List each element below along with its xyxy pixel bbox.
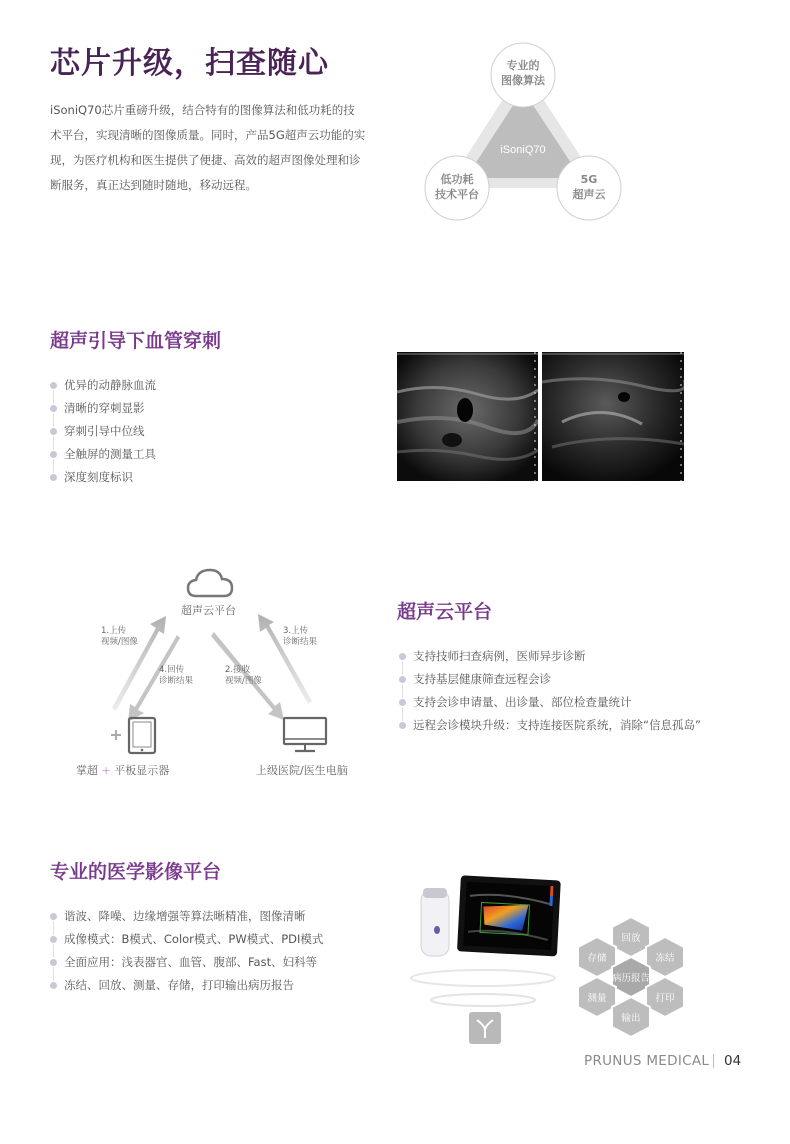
cloud-icon xyxy=(186,566,234,600)
arrow1-label-line1: 1.上传 xyxy=(101,626,127,636)
node-right-line2: 超声云 xyxy=(572,188,606,201)
section-title-cloud: 超声云平台 xyxy=(397,601,493,623)
tablet-device xyxy=(457,875,561,956)
arrow3-label xyxy=(283,626,317,648)
triangle-center-label: iSoniQ70 xyxy=(500,144,546,156)
hex-label-freeze: 冻结 xyxy=(655,953,675,964)
list-item: 全触屏的测量工具 xyxy=(50,443,156,466)
imaging-feature-list xyxy=(50,905,323,997)
label-handheld: 掌超 xyxy=(76,764,98,777)
label-tablet-display: 平板显示器 xyxy=(114,764,170,777)
hex-label-playback: 回放 xyxy=(621,933,641,944)
list-item: 优异的动静脉血流 xyxy=(50,374,156,397)
handheld-probe xyxy=(421,888,449,956)
arrow4-label-line1: 4.回传 xyxy=(159,665,185,675)
label-plus: + xyxy=(101,764,111,777)
arrow3-label-line1: 3.上传 xyxy=(283,626,309,636)
list-item: 支持基层健康筛查远程会诊 xyxy=(399,668,701,691)
tablet-icon xyxy=(108,716,160,756)
feature-triangle-diagram xyxy=(416,38,631,228)
arrow1-label-line2: 视频/图像 xyxy=(101,637,138,647)
hex-label-output: 输出 xyxy=(621,1013,641,1024)
hex-label-print: 打印 xyxy=(655,993,675,1004)
handheld-tablet-label xyxy=(76,762,169,778)
computer-monitor-icon xyxy=(282,716,328,756)
puncture-feature-list xyxy=(50,374,156,489)
node-left-line1: 低功耗 xyxy=(440,173,474,186)
hex-label-medical-report: 病历报告 xyxy=(611,973,651,984)
footer-divider xyxy=(713,1054,714,1068)
page-number: 04 xyxy=(724,1053,742,1069)
node-top-line1: 专业的 xyxy=(506,59,540,72)
arrow2-label xyxy=(225,665,262,687)
product-device-image xyxy=(403,868,573,1048)
footer-brand: PRUNUS MEDICAL xyxy=(584,1053,710,1069)
section-title-imaging: 专业的医学影像平台 xyxy=(50,861,222,883)
cloud-platform-label: 超声云平台 xyxy=(181,604,236,617)
cloud-feature-list xyxy=(399,645,701,737)
arrow3-label-line2: 诊断结果 xyxy=(283,637,318,647)
list-item: 全面应用：浅表器官、血管、腹部、Fast、妇科等 xyxy=(50,951,323,974)
arrow1-label xyxy=(101,626,138,648)
ultrasound-image-vessel-right xyxy=(542,352,684,481)
list-item: 谐波、降噪、边缘增强等算法晰精准，图像清晰 xyxy=(50,905,323,928)
list-item: 清晰的穿刺显影 xyxy=(50,397,156,420)
node-right-line1: 5G xyxy=(580,173,598,186)
list-item: 支持会诊申请量、出诊量、部位检查量统计 xyxy=(399,691,701,714)
intro-paragraph: iSoniQ70芯片重磅升级，结合特有的图像算法和低功耗的技术平台，实现清晰的图像质量。同时，产品5G超声云功能的实现，为医疗机构和医生提供了便捷、高效的超声图像处理和诊断服务，真正达到随时随地，移动远程。 xyxy=(50,103,366,192)
workflow-hexagon-cluster xyxy=(573,915,690,1039)
ultrasound-image-vessel-left xyxy=(397,352,538,481)
section-title-puncture: 超声引导下血管穿刺 xyxy=(50,330,222,352)
arrow4-label-line2: 诊断结果 xyxy=(159,676,194,686)
list-item: 深度刻度标识 xyxy=(50,466,156,489)
hex-label-storage: 存储 xyxy=(587,953,607,964)
node-top-line2: 图像算法 xyxy=(501,74,545,87)
arrow2-label-line2: 视频/图像 xyxy=(225,676,262,686)
arrow2-label-line1: 2.接收 xyxy=(225,665,251,675)
arrow4-label xyxy=(159,665,193,687)
page-title: 芯片升级，扫查随心 xyxy=(50,46,329,81)
list-item: 成像模式：B模式、Color模式、PW模式、PDI模式 xyxy=(50,928,323,951)
list-item: 冻结、回放、测量、存储，打印输出病历报告 xyxy=(50,974,323,997)
list-item: 支持技师扫查病例，医师异步诊断 xyxy=(399,645,701,668)
node-left-line2: 技术平台 xyxy=(435,188,479,201)
list-item: 穿刺引导中位线 xyxy=(50,420,156,443)
list-item: 远程会诊模块升级：支持连接医院系统，消除“信息孤岛” xyxy=(399,714,701,737)
hex-label-measure: 测量 xyxy=(587,993,607,1004)
hospital-computer-label: 上级医院/医生电脑 xyxy=(256,764,348,777)
